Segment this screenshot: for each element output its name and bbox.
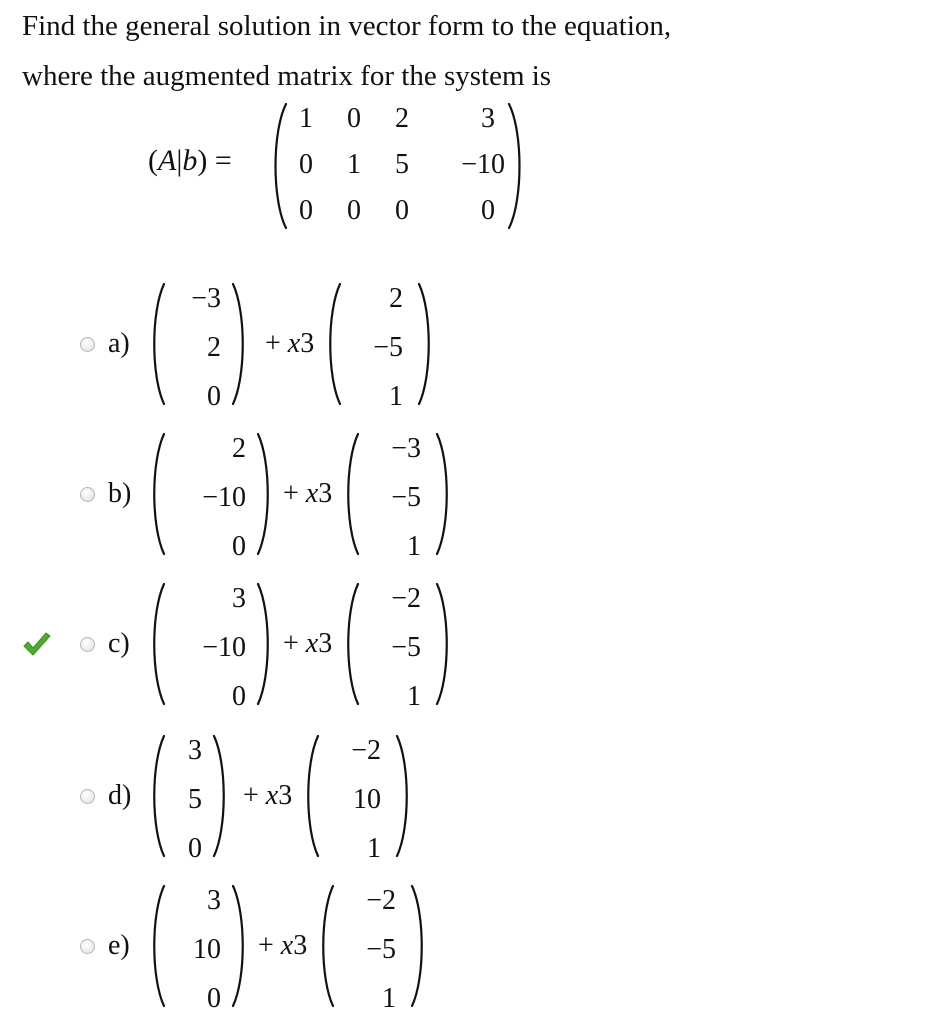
option-letter: a) <box>108 328 130 359</box>
matrix-cell: 2 <box>395 103 409 134</box>
vector-entry: 0 <box>188 833 202 864</box>
right-paren <box>507 102 525 230</box>
plus-x3-term: + x3 <box>243 780 293 811</box>
vector-entry: 1 <box>407 531 421 562</box>
vector-entry: 0 <box>207 983 221 1014</box>
vector-entry: −5 <box>366 934 396 965</box>
right-paren <box>410 884 426 1008</box>
option-radio[interactable] <box>80 939 95 954</box>
option-radio[interactable] <box>80 337 95 352</box>
vector-entry: 10 <box>193 934 221 965</box>
right-paren <box>212 734 228 858</box>
option-letter: e) <box>108 930 130 961</box>
vector-entry: −5 <box>391 482 421 513</box>
plus-x3-term: + x3 <box>258 930 308 961</box>
right-paren <box>256 582 272 706</box>
option-radio[interactable] <box>80 637 95 652</box>
matrix-cell: −10 <box>461 149 505 180</box>
left-paren <box>270 102 288 230</box>
vector-entry: −2 <box>351 735 381 766</box>
plus-x3-term: + x3 <box>265 328 315 359</box>
right-paren <box>417 282 433 406</box>
right-paren <box>231 282 247 406</box>
matrix-cell: 0 <box>347 195 361 226</box>
right-paren <box>435 582 451 706</box>
vector-entry: −3 <box>191 283 221 314</box>
vector-entry: −2 <box>391 583 421 614</box>
vector-entry: 1 <box>382 983 396 1014</box>
vector-entry: 2 <box>207 332 221 363</box>
option-letter: c) <box>108 628 130 659</box>
vector-entry: −3 <box>391 433 421 464</box>
vector-entry: 0 <box>232 681 246 712</box>
matrix-cell: 0 <box>347 103 361 134</box>
right-paren <box>395 734 411 858</box>
matrix-cell: 0 <box>299 149 313 180</box>
vector-entry: −10 <box>202 632 246 663</box>
vector-entry: 0 <box>232 531 246 562</box>
vector-entry: 3 <box>207 885 221 916</box>
matrix-cell: 0 <box>481 195 495 226</box>
vector-entry: 0 <box>207 381 221 412</box>
vector-entry: −5 <box>373 332 403 363</box>
vector-entry: −5 <box>391 632 421 663</box>
matrix-cell: 1 <box>347 149 361 180</box>
vector-entry: 3 <box>188 735 202 766</box>
question-line-1: Find the general solution in vector form to the equation, <box>22 10 672 42</box>
correct-check-icon <box>22 632 52 658</box>
vector-entry: 1 <box>367 833 381 864</box>
option-letter: d) <box>108 780 132 811</box>
vector-entry: −2 <box>366 885 396 916</box>
matrix-cell: 1 <box>299 103 313 134</box>
vector-entry: 2 <box>232 433 246 464</box>
right-paren <box>231 884 247 1008</box>
matrix-cell: 0 <box>395 195 409 226</box>
option-radio[interactable] <box>80 789 95 804</box>
right-paren <box>256 432 272 556</box>
vector-entry: 3 <box>232 583 246 614</box>
vector-entry: 1 <box>389 381 403 412</box>
vector-entry: 5 <box>188 784 202 815</box>
matrix-cell: 3 <box>481 103 495 134</box>
plus-x3-term: + x3 <box>283 478 333 509</box>
plus-x3-term: + x3 <box>283 628 333 659</box>
matrix-cell: 5 <box>395 149 409 180</box>
option-radio[interactable] <box>80 487 95 502</box>
option-letter: b) <box>108 478 132 509</box>
vector-entry: 2 <box>389 283 403 314</box>
matrix-cell: 0 <box>299 195 313 226</box>
question-line-2: where the augmented matrix for the system is <box>22 60 552 92</box>
vector-entry: 1 <box>407 681 421 712</box>
right-paren <box>435 432 451 556</box>
vector-entry: −10 <box>202 482 246 513</box>
vector-entry: 10 <box>353 784 381 815</box>
augmented-matrix-label: (A|b) = <box>148 144 232 177</box>
